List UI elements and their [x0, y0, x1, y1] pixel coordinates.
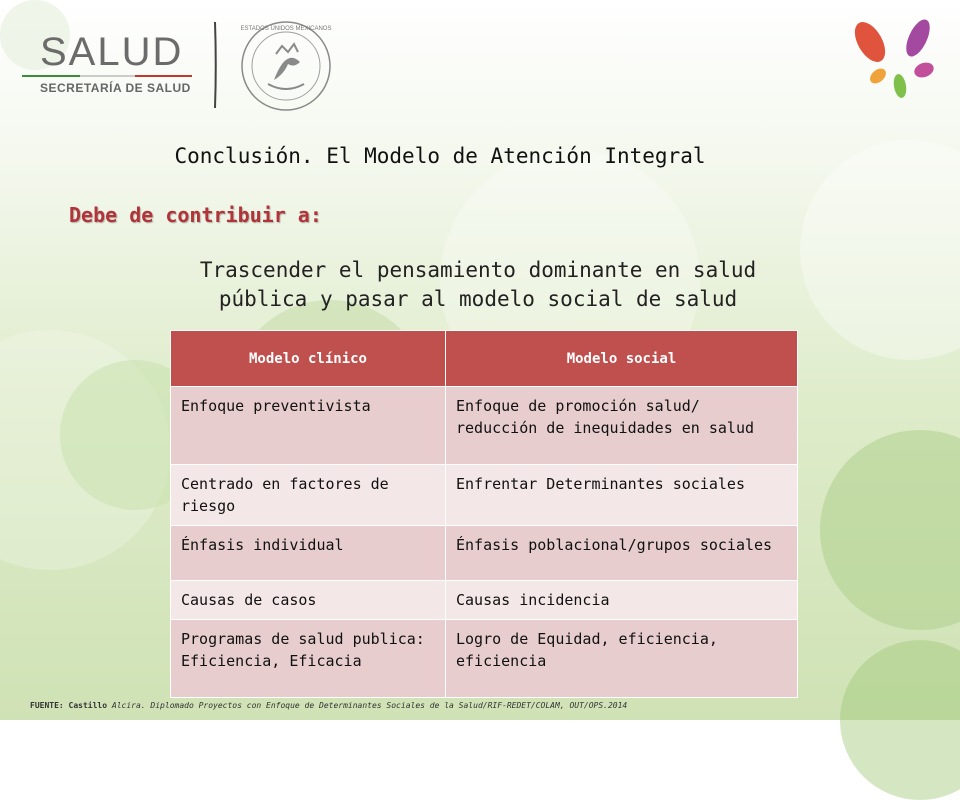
table-cell: Logro de Equidad, eficiencia, eficiencia: [446, 620, 798, 698]
slide-title: Conclusión. El Modelo de Atención Integral: [174, 144, 706, 168]
program-logo-icon: [848, 14, 938, 104]
table-cell: Enfoque preventivista: [171, 387, 446, 465]
footnote-text: Alcira. Diplomado Proyectos con Enfoque de Determinantes Sociales de la Salud/RIF-REDET/COLAM, OUT/OPS.2014: [111, 701, 628, 710]
table-row: [171, 620, 798, 698]
footnote-label: FUENTE: Castillo: [30, 701, 108, 710]
table-cell: Centrado en factores de riesgo: [171, 465, 446, 526]
table-header-row: [171, 331, 798, 387]
table-row: [171, 526, 798, 581]
header-clinical-model: Modelo clínico: [171, 331, 446, 387]
table-cell: Enfoque de promoción salud/ reducción de inequidades en salud: [446, 387, 798, 465]
bg-circle: [800, 140, 960, 360]
intro-text: Trascender el pensamiento dominante en salud pública y pasar al modelo social de salud: [199, 258, 757, 311]
salud-logo-subtitle: SECRETARÍA DE SALUD: [40, 81, 191, 95]
comparison-table: [170, 330, 798, 698]
table-row: [171, 387, 798, 465]
salud-logo: [22, 28, 197, 98]
source-footnote: [30, 700, 680, 720]
national-seal-icon: [236, 18, 336, 113]
table-row: [171, 465, 798, 526]
table-cell: Causas de casos: [171, 581, 446, 620]
table-cell: Enfrentar Determinantes sociales: [446, 465, 798, 526]
table-cell: Causas incidencia: [446, 581, 798, 620]
salud-logo-stripe: [22, 75, 192, 77]
logo-divider: [213, 22, 217, 108]
table-cell: Énfasis individual: [171, 526, 446, 581]
table-cell: Programas de salud publica: Eficiencia, Eficacia: [171, 620, 446, 698]
header-social-model: Modelo social: [446, 331, 798, 387]
seal-text: ESTADOS UNIDOS MEXICANOS: [240, 26, 332, 32]
bg-circle: [820, 430, 960, 630]
table-row: [171, 581, 798, 620]
slide-subtitle: Debe de contribuir a:: [69, 203, 322, 227]
bg-circle: [840, 640, 960, 800]
table-cell: Énfasis poblacional/grupos sociales: [446, 526, 798, 581]
salud-logo-word: SALUD: [40, 30, 184, 74]
